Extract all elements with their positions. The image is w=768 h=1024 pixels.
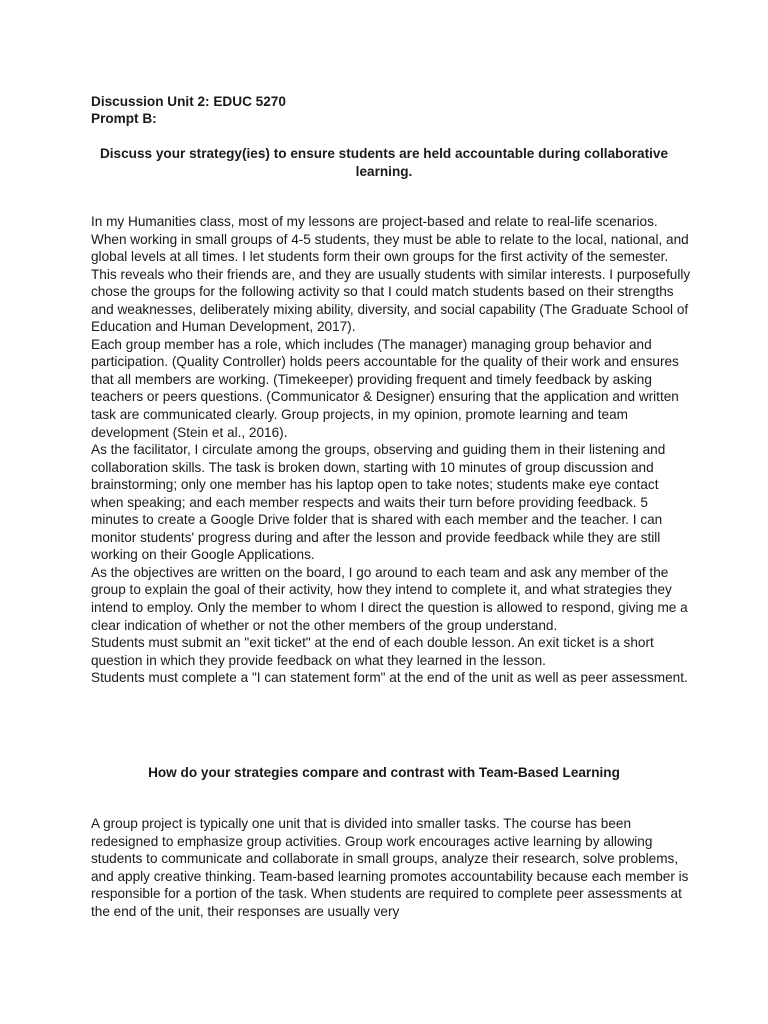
document-header [91,93,286,127]
course-title: Discussion Unit 2: EDUC 5270 [91,94,286,109]
section-2-body [91,815,691,920]
paragraph: As the facilitator, I circulate among the groups, observing and guiding them in their listening and collaboration skills. The task is broken down, starting with 10 minutes of group discussion and brainstorming; only one member has his laptop open to take notes; students make eye contact when speaking; and each member respects and waits their turn before providing feedback. 5 minutes to create a Google Drive folder that is shared with each member and the teacher. I can monitor students' progress during and after the lesson and provide feedback while they are still working on their Google Applications. [91,442,666,563]
section-2-question: How do your strategies compare and contrast with Team-Based Learning [148,765,620,780]
paragraph: A group project is typically one unit that is divided into smaller tasks. The course has been redesigned to emphasize group activities. Group work encourages active learning by allowing students to communicate and collaborate in small groups, analyze their research, solve problems, and apply creative thinking. Team-based learning promotes accountability because each member is responsible for a portion of the task. When students are required to complete peer assessments at the end of the unit, their responses are usually very [91,816,689,919]
paragraph: As the objectives are written on the board, I go around to each team and ask any member of the group to explain the goal of their activity, how they intend to complete it, and what strategies they intend to employ. Only the member to whom I direct the question is allowed to respond, giving me a clear indication of whether or not the other members of the group understand. [91,564,688,633]
paragraph: Students must submit an "exit ticket" at the end of each double lesson. An exit ticket is a short question in which they provide feedback on what they learned in the lesson. [91,635,654,668]
prompt-label: Prompt B: [91,111,157,126]
section-1-question: Discuss your strategy(ies) to ensure students are held accountable during collaborative learning. [99,146,669,179]
paragraph: Students must complete a "I can statement form" at the end of the unit as well as peer assessment. [91,670,688,686]
paragraph: Each group member has a role, which includes (The manager) managing group behavior and participation. (Quality Controller) holds peers accountable for the quality of their work and ensures that all members are working. (Timekeeper) providing frequent and timely feedback by asking teachers or peers questions. (Communicator & Designer) ensuring that the application and written task are communicated clearly. Group projects, in my opinion, promote learning and team development (Stein et al., 2016). [91,336,679,440]
paragraph: In my Humanities class, most of my lessons are project-based and relate to real-life scenarios. When working in small groups of 4-5 students, they must be able to relate to the local, national, and global levels at all times. I let students form their own groups for the first activity of the semester. This reveals who their friends are, and they are usually students with similar interests. I purposefully chose the groups for the following activity so that I could match students based on their strengths and weaknesses, deliberately mixing ability, diversity, and social capability (The Graduate School of Education and Human Development, 2017). [91,214,691,335]
section-1-body [91,213,691,687]
